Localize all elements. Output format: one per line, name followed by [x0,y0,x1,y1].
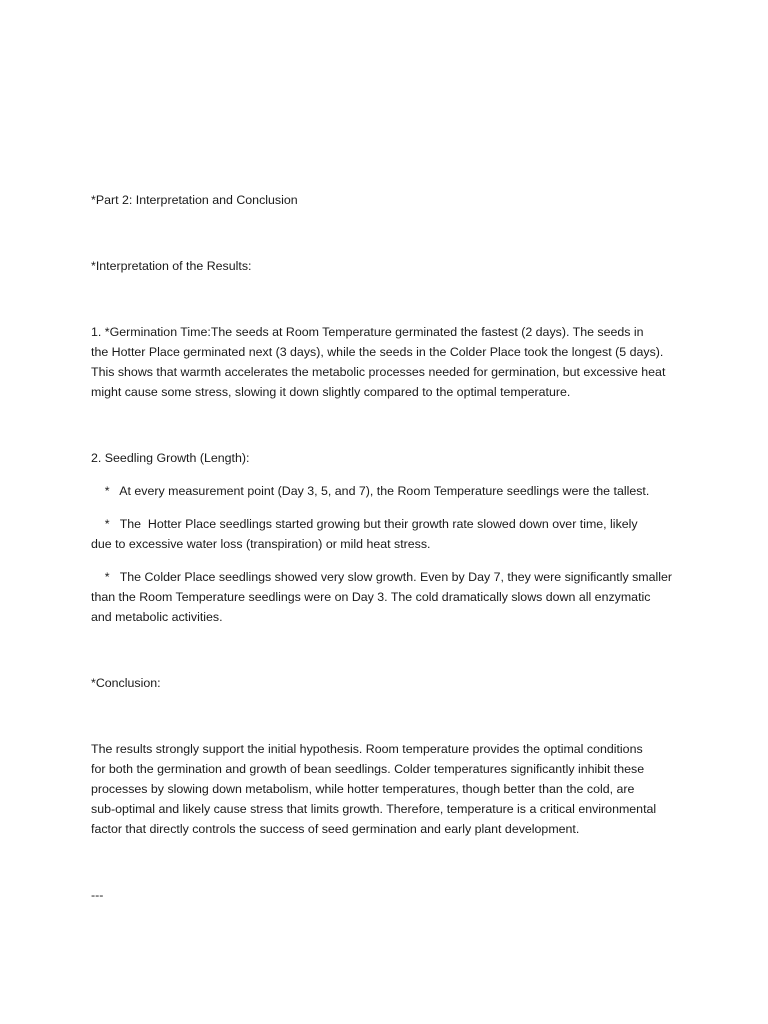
bullet2-line2: due to excessive water loss (transpiration) or mild heat stress. [91,537,431,551]
item2-heading: 2. Seedling Growth (Length): [91,451,250,465]
separator: --- [91,888,104,902]
item1-line1: 1. *Germination Time:The seeds at Room Temperature germinated the fastest (2 days). The seeds in [91,325,644,339]
bullet3-line1: * The Colder Place seedlings showed very slow growth. Even by Day 7, they were significantly smaller [91,570,673,584]
item1-line4: might cause some stress, slowing it down slightly compared to the optimal temperature. [91,385,571,399]
bullet2-line1: * The Hotter Place seedlings started growing but their growth rate slowed down over time, likely [91,517,638,531]
conclusion-line1: The results strongly support the initial hypothesis. Room temperature provides the optimal conditions [91,742,643,756]
part-heading: *Part 2: Interpretation and Conclusion [91,193,298,207]
conclusion-line5: factor that directly controls the success of seed germination and early plant development. [91,822,580,836]
interpretation-heading: *Interpretation of the Results: [91,259,252,273]
conclusion-line3: processes by slowing down metabolism, while hotter temperatures, though better than the cold, are [91,782,635,796]
conclusion-heading: *Conclusion: [91,676,161,690]
item1-line2: the Hotter Place germinated next (3 days), while the seeds in the Colder Place took the longest (5 days). [91,345,664,359]
bullet1-line1: * At every measurement point (Day 3, 5, and 7), the Room Temperature seedlings were the tallest. [91,484,650,498]
item1-line3: This shows that warmth accelerates the metabolic processes needed for germination, but excessive heat [91,365,666,379]
conclusion-line2: for both the germination and growth of bean seedlings. Colder temperatures significantly inhibit these [91,762,645,776]
bullet3-line2: than the Room Temperature seedlings were on Day 3. The cold dramatically slows down all enzymatic [91,590,651,604]
conclusion-line4: sub-optimal and likely cause stress that limits growth. Therefore, temperature is a critical environmental [91,802,657,816]
bullet3-line3: and metabolic activities. [91,610,223,624]
